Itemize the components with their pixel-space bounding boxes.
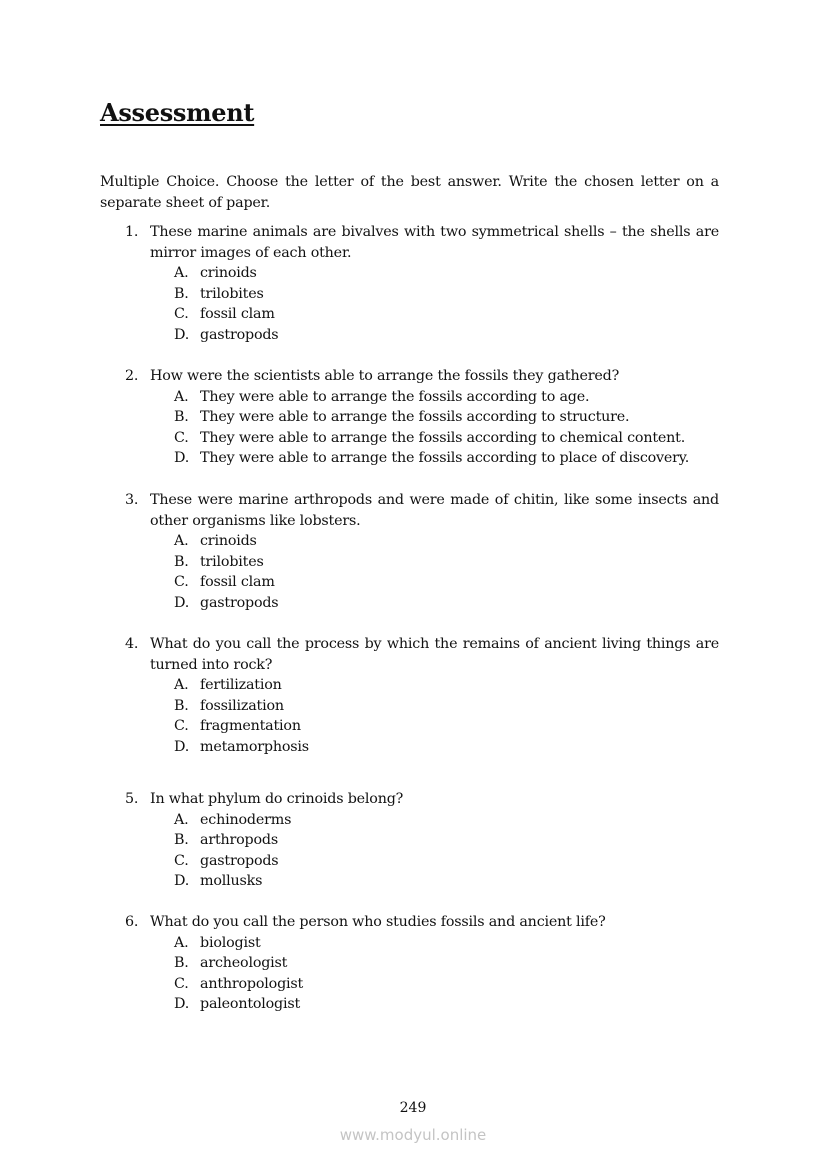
option-text: biologist [200,934,261,951]
option-text: fossil clam [200,306,275,323]
option-text: paleontologist [200,996,301,1013]
option-text: They were able to arrange the fossils according to age. [200,388,590,405]
option-text: fossil clam [200,574,275,591]
question-4 [125,634,719,758]
answer-option [174,716,719,737]
answer-option [174,593,719,614]
option-letter: B. [174,697,189,714]
answer-option [174,387,719,408]
option-letter: C. [174,574,189,591]
option-text: They were able to arrange the fossils according to structure. [200,409,630,426]
question-text: These were marine arthropods and were made of chitin, like some insects and other organisms like lobsters. [150,492,719,529]
option-text: mollusks [200,873,263,890]
answer-option [174,552,719,573]
option-text: fragmentation [200,718,301,735]
option-letter: A. [174,533,189,550]
option-text: crinoids [200,265,257,282]
option-text: trilobites [200,285,264,302]
option-letter: D. [174,738,190,755]
question-5 [125,789,719,892]
answer-option [174,448,719,469]
question-text: What do you call the process by which the remains of ancient living things are turned into rock? [150,636,719,673]
answer-option [174,325,719,346]
option-text: They were able to arrange the fossils according to chemical content. [200,429,686,446]
option-text: crinoids [200,533,257,550]
option-letter: C. [174,429,189,446]
option-letter: D. [174,594,190,611]
option-letter: A. [174,265,189,282]
question-number: 2. [125,368,139,384]
option-text: archeologist [200,955,288,972]
question-number: 3. [125,492,139,508]
question-1 [125,222,719,346]
option-letter: A. [174,677,189,694]
option-letter: A. [174,811,189,828]
option-letter: D. [174,326,190,343]
option-letter: C. [174,852,189,869]
option-text: gastropods [200,594,279,611]
option-text: fertilization [200,677,282,694]
question-2 [125,366,719,469]
option-letter: C. [174,975,189,992]
option-text: echinoderms [200,811,292,828]
answer-option [174,933,719,954]
answer-option [174,263,719,284]
answer-option [174,994,719,1015]
page-title: Assessment [100,98,255,127]
watermark: www.modyul.online [339,1126,487,1144]
answer-option [174,974,719,995]
option-letter: D. [174,873,190,890]
answer-option [174,284,719,305]
question-text: What do you call the person who studies fossils and ancient life? [150,914,606,930]
option-letter: B. [174,553,189,570]
option-letter: B. [174,409,189,426]
option-text: anthropologist [200,975,304,992]
option-letter: B. [174,285,189,302]
question-text: These marine animals are bivalves with two symmetrical shells – the shells are mirror images of each other. [150,224,719,261]
option-text: metamorphosis [200,738,309,755]
option-text: They were able to arrange the fossils according to place of discovery. [200,450,690,467]
answer-option [174,696,719,717]
option-text: fossilization [200,697,284,714]
option-letter: A. [174,934,189,951]
answer-option [174,428,719,449]
question-number: 5. [125,791,139,807]
question-number: 4. [125,636,139,652]
option-letter: B. [174,832,189,849]
option-text: gastropods [200,852,279,869]
answer-option [174,531,719,552]
answer-option [174,737,719,758]
option-text: trilobites [200,553,264,570]
option-text: gastropods [200,326,279,343]
option-letter: D. [174,450,190,467]
option-text: arthropods [200,832,279,849]
question-3 [125,490,719,614]
answer-option [174,675,719,696]
answer-option [174,407,719,428]
question-text: In what phylum do crinoids belong? [150,791,404,807]
answer-option [174,810,719,831]
option-letter: B. [174,955,189,972]
option-letter: C. [174,718,189,735]
option-letter: A. [174,388,189,405]
answer-option [174,871,719,892]
question-number: 6. [125,914,139,930]
option-letter: C. [174,306,189,323]
option-letter: D. [174,996,190,1013]
answer-option [174,851,719,872]
answer-option [174,572,719,593]
answer-option [174,304,719,325]
question-number: 1. [125,224,139,240]
question-text: How were the scientists able to arrange the fossils they gathered? [150,368,620,384]
question-6 [125,912,719,1015]
page-number: 249 [399,1100,427,1116]
answer-option [174,830,719,851]
answer-option [174,953,719,974]
instructions: Multiple Choice. Choose the letter of the best answer. Write the chosen letter on a separate sheet of paper. [100,174,719,211]
